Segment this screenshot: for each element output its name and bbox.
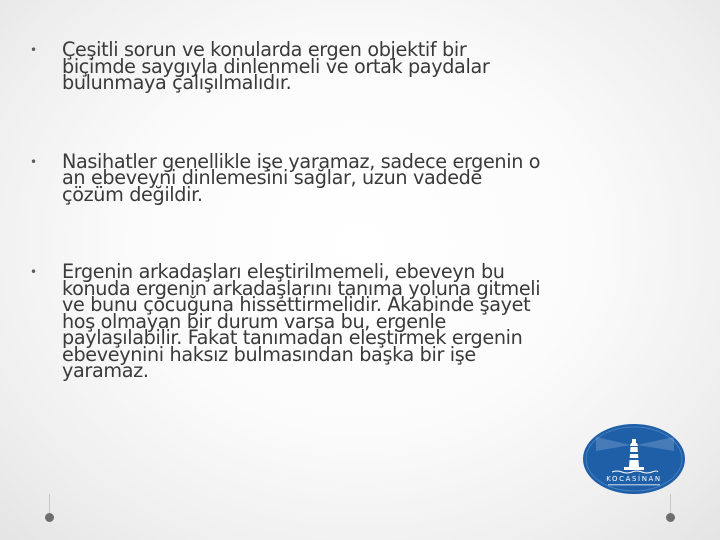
bullet-line: bulunmaya çalışılmalıdır. [62, 71, 292, 94]
bullet-list [30, 38, 630, 382]
bullet-marker: • [30, 265, 37, 279]
bullet-line: biçimde saygıyla dinlenmeli ve ortak paydalar [62, 54, 490, 78]
lighthouse-logo-icon [582, 423, 686, 495]
bullet-line: konuda ergenin arkadaşlarını tanıma yoluna gitmeli [62, 276, 541, 300]
bullet-line: paylaşılabilir. Fakat tanımadan eleştirmek ergenin [62, 326, 523, 349]
bullet-item-2 [30, 149, 630, 206]
corner-line-right [670, 494, 671, 514]
bullet-line: hoş olmayan bir durum varsa bu, ergenle [62, 309, 446, 333]
bullet-line: çözüm değildir. [62, 182, 203, 206]
bullet-item-1 [30, 38, 630, 94]
corner-dot-left [45, 513, 54, 522]
bullet-line: Nasihatler genellikle işe yaramaz, sadece ergenin o [62, 149, 541, 173]
bullet-line: ebeveynini haksız bulmasından başka bir işe [62, 342, 476, 366]
corner-line-left [49, 494, 50, 514]
bullet-line: ve bunu çocuğuna hissettirmelidir. Akabinde şayet [62, 293, 531, 316]
bullet-marker: • [30, 154, 37, 169]
bullet-line: Ergenin arkadaşları eleştirilmemeli, ebeveyn bu [62, 260, 505, 283]
bullet-item-3 [30, 260, 630, 382]
corner-dot-right [666, 513, 675, 522]
logo-text: KOCASİNAN [606, 475, 662, 483]
bullet-line: an ebeveyni dinlemesini sağlar, uzun vadede [62, 166, 482, 189]
bullet-line: yaramaz. [62, 359, 149, 382]
bullet-marker: • [30, 43, 37, 57]
kocasinan-logo [582, 423, 686, 495]
bullet-line: Çeşitli sorun ve konularda ergen objektif bir [62, 38, 467, 61]
